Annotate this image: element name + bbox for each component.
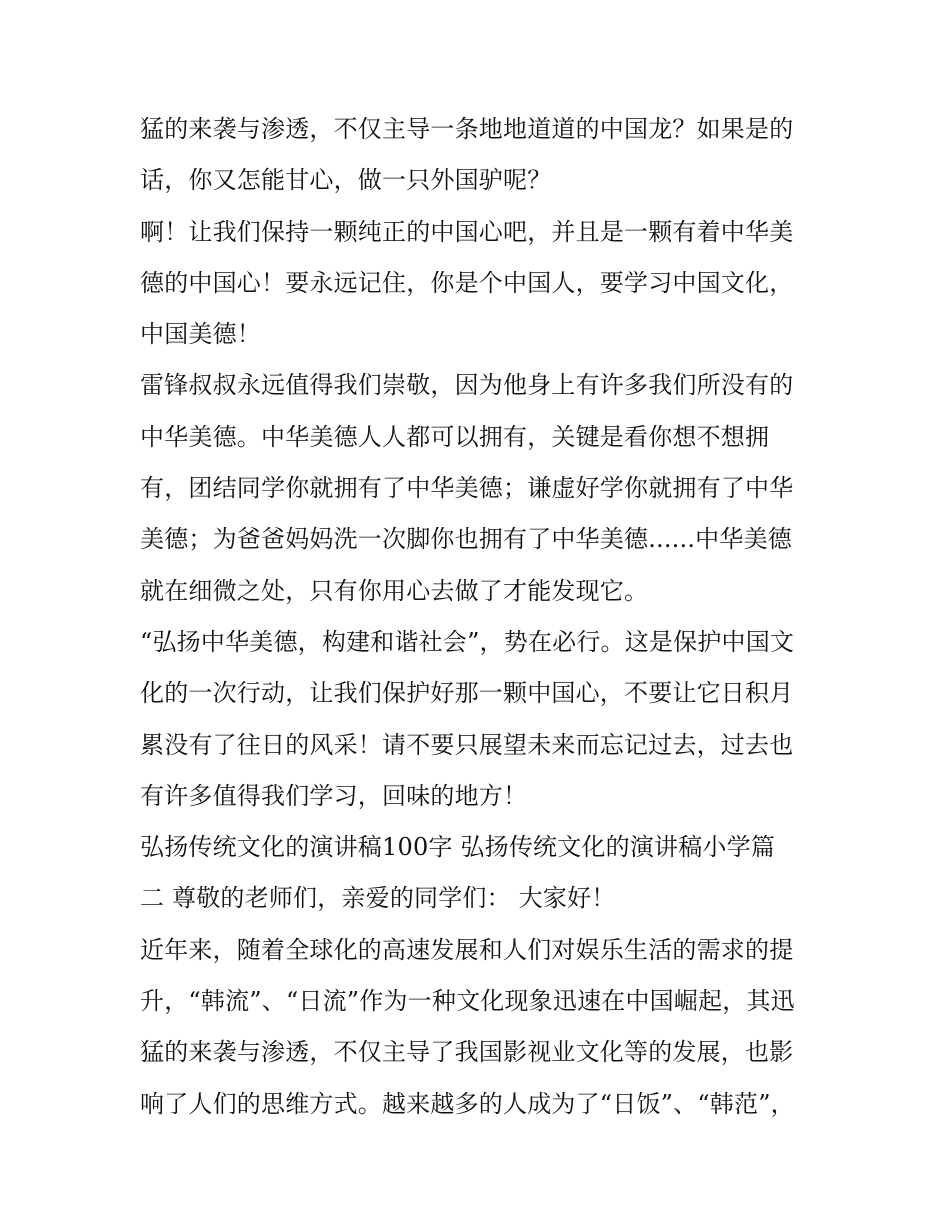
text-line: 中国美德！ xyxy=(140,320,261,349)
text-line: 德的中国心！要永远记住，你是个中国人，要学习中国文化， xyxy=(140,268,794,297)
text-line: 美德；为爸爸妈妈洗一次脚你也拥有了中华美德......中华美德 xyxy=(140,525,792,554)
text-line: 雷锋叔叔永远值得我们崇敬，因为他身上有许多我们所没有的 xyxy=(140,371,794,400)
text-line: 弘扬传统文化的演讲稿100字 弘扬传统文化的演讲稿小学篇 xyxy=(140,833,776,862)
text-line: 中华美德。中华美德人人都可以拥有，关键是看你想不想拥 xyxy=(140,422,770,451)
text-line: 猛的来袭与渗透，不仅主导了我国影视业文化等的发展，也影 xyxy=(140,1038,794,1067)
text-line: 二 尊敬的老师们，亲爱的同学们： 大家好！ xyxy=(140,884,616,913)
text-line: 猛的来袭与渗透，不仅主导一条地地道道的中国龙？如果是的 xyxy=(140,115,794,143)
text-line: 就在细微之处，只有你用心去做了才能发现它。 xyxy=(140,576,649,605)
text-line: 啊！让我们保持一颗纯正的中国心吧，并且是一颗有着中华美 xyxy=(140,217,794,246)
document-body xyxy=(140,104,820,1130)
text-line: 响了人们的思维方式。越来越多的人成为了“日饭”、“韩范”， xyxy=(140,1089,795,1118)
text-line: 有许多值得我们学习，回味的地方！ xyxy=(140,781,528,810)
text-line: 近年来，随着全球化的高速发展和人们对娱乐生活的需求的提 xyxy=(140,935,794,964)
text-line: 化的一次行动，让我们保护好那一颗中国心，不要让它日积月 xyxy=(140,679,794,708)
text-line: 升，“韩流”、“日流”作为一种文化现象迅速在中国崛起，其迅 xyxy=(140,987,795,1016)
text-line: 有，团结同学你就拥有了中华美德；谦虚好学你就拥有了中华 xyxy=(140,474,794,503)
text-line: 话，你又怎能甘心，做一只外国驴呢？ xyxy=(140,166,552,195)
text-line: 累没有了往日的风采！请不要只展望未来而忘记过去，过去也 xyxy=(140,730,794,759)
text-line: “弘扬中华美德，构建和谐社会”，势在必行。这是保护中国文 xyxy=(140,627,795,656)
